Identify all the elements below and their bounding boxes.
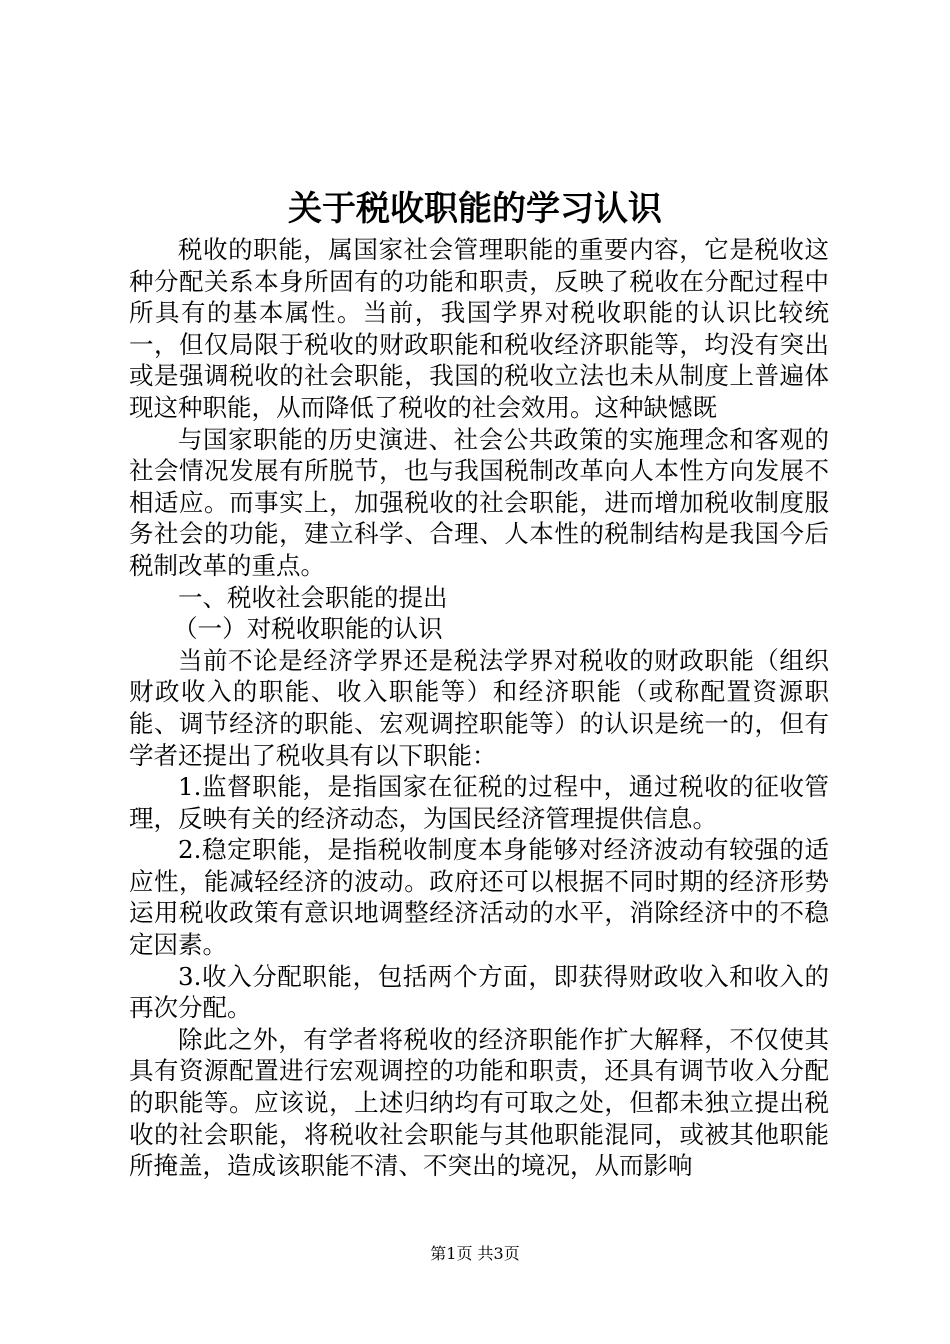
document-body	[129, 234, 829, 1182]
paragraph-continuation: 与国家职能的历史演进、社会公共政策的实施理念和客观的社会情况发展有所脱节，也与我国税制改革向人本性方向发展不相适应。而事实上，加强税收的社会职能，进而增加税收制度服务社会的功能，建立科学、合理、人本性的税制结构是我国今后税制改革的重点。	[129, 424, 829, 580]
paragraph-functions-intro: 当前不论是经济学界还是税法学界对税收的财政职能（组织财政收入的职能、收入职能等）和经济职能（或称配置资源职能、调节经济的职能、宏观调控职能等）的认识是统一的，但有学者还提出了税收具有以下职能：	[129, 645, 829, 770]
paragraph-additional: 除此之外，有学者将税收的经济职能作扩大解释，不仅使其具有资源配置进行宏观调控的功能和职责，还具有调节收入分配的职能等。应该说，上述归纳均有可取之处，但都未独立提出税收的社会职能，将税收社会职能与其他职能混同，或被其他职能所掩盖，造成该职能不清、不突出的境况，从而影响	[129, 1024, 829, 1181]
page-footer: 第1页 共3页	[430, 1244, 520, 1263]
list-item-distribution: 3.收入分配职能，包括两个方面，即获得财政收入和收入的再次分配。	[129, 961, 829, 1023]
section-heading: 一、税收社会职能的提出	[178, 582, 448, 612]
list-item-supervision: 1.监督职能，是指国家在征税的过程中，通过税收的征收管理，反映有关的经济动态，为国民经济管理提供信息。	[129, 772, 829, 833]
paragraph-intro: 税收的职能，属国家社会管理职能的重要内容，它是税收这种分配关系本身所固有的功能和职责，反映了税收在分配过程中所具有的基本属性。当前，我国学界对税收职能的认识比较统一，但仅局限于税收的财政职能和税收经济职能等，均没有突出或是强调税收的社会职能，我国的税收立法也未从制度上普遍体现这种职能，从而降低了税收的社会效用。这种缺憾既	[129, 235, 829, 422]
document-title: 关于税收职能的学习认识	[288, 189, 662, 229]
list-item-stability: 2.稳定职能，是指税收制度本身能够对经济波动有较强的适应性，能减轻经济的波动。政府还可以根据不同时期的经济形势运用税收政策有意识地调整经济活动的水平，消除经济中的不稳定因素。	[129, 835, 829, 960]
subsection-heading: （一）对税收职能的认识	[173, 614, 443, 644]
